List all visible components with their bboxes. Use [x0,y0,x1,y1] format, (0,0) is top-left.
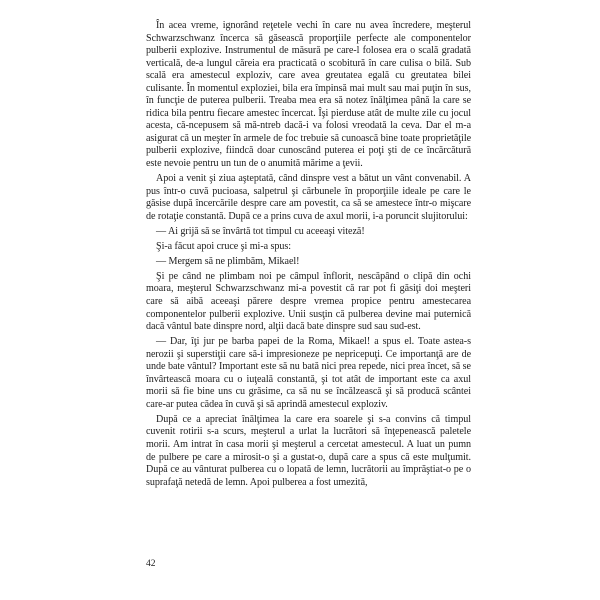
paragraph: Şi pe când ne plimbam noi pe câmpul înflorit, nescăpând o clipă din ochi moara, meşterul Schwarzschwanz mi-a povestit că rar pot fi găsiţi doi meşteri care să aibă aceeaşi părere despre vremea propice pentru amestecarea componentelor pulberii explozive. Unii susţin că pulberea devine mai puternică dacă vântul bate dinspre nord, alţii dacă bate dinspre sud sau sud-est. [146,270,471,333]
page-number: 42 [146,559,156,569]
paragraph: După ce a apreciat înălţimea la care era soarele şi s-a convins că timpul cuvenit rotirii s-a scurs, meşterul a urlat la lucrători să înţepenească paletele morii. Am intrat în casa morii şi meşterul a cercetat amestecul. A luat un pumn de pulbere pe care a mirosit-o şi a gustat-o, după care a spus că este mulţumit. După ce au vânturat pulberea cu o lopată de lemn, lucrătorii au împrăştiat-o pe o suprafaţă netedă de lemn. Apoi pulberea a fost umezită, [146,413,471,488]
dialogue-line: — Dar, îţi jur pe barba papei de la Roma, Mikael! a spus el. Toate astea-s nerozii şi superstiţii care să-i impresioneze pe nepricepuţi. Ce importanţă are de unde bate vântul? Important este să nu bată nici prea repede, nici prea încet, să se învârtească moara cu o iuţeală constantă, şi tot atât de important este ca axul morii să fie bine uns cu grăsime, ca să nu se încălzească şi să producă scântei care-ar putea cădea în cuvă şi să aprindă amestecul exploziv. [146,336,471,410]
body-text [146,20,471,492]
paragraph: Apoi a venit şi ziua aşteptată, când dinspre vest a bătut un vânt convenabil. A pus într-o cuvă pucioasa, salpetrul şi cărbunele în proporţiile ideale pe care le găsise după încercările despre care am povestit, ca să se amestece într-o mişcare de rotaţie constantă. După ce a prins cuva de axul morii, i-a poruncit slujitorului: [146,173,471,222]
dialogue-line: — Ai grijă să se învârtă tot timpul cu aceeaşi viteză! [156,225,365,237]
paragraph: Şi-a făcut apoi cruce şi mi-a spus: [156,240,292,252]
paragraph: În acea vreme, ignorând reţetele vechi în care nu avea încredere, meşterul Schwarzschwanz încerca să găsească proporţiile perfecte ale componentelor pulberii explozive. Instrumentul de măsură pe care-l folosea era o scală gradată verticală, de-a lungul căreia era practicată o scobitură în care culisa o bilă. Sub scală era amestecul exploziv, care avea greutatea egală cu greutatea bilei culisante. În momentul exploziei, bila era împinsă mai mult sau mai puţin în sus, în funcţie de puterea pulberii. Treaba mea era să notez înălţimea până la care se ridica bila pentru fiecare amestec încercat. Îşi pierduse atât de multe zile cu jocul acesta, că-ncepusem să mă-ntreb dacă-i va folosi vreodată la ceva. Dar el m-a asigurat că un meşter în armele de foc trebuie să cunoască bine toate proprietăţile pulberii explozive, fiindcă doar cunoscând puterea ei poţi şti de ce încărcătură este nevoie pentru un tun de o anumită mărime a ţevii. [146,20,471,170]
dialogue-line: — Mergem să ne plimbăm, Mikael! [156,255,300,267]
